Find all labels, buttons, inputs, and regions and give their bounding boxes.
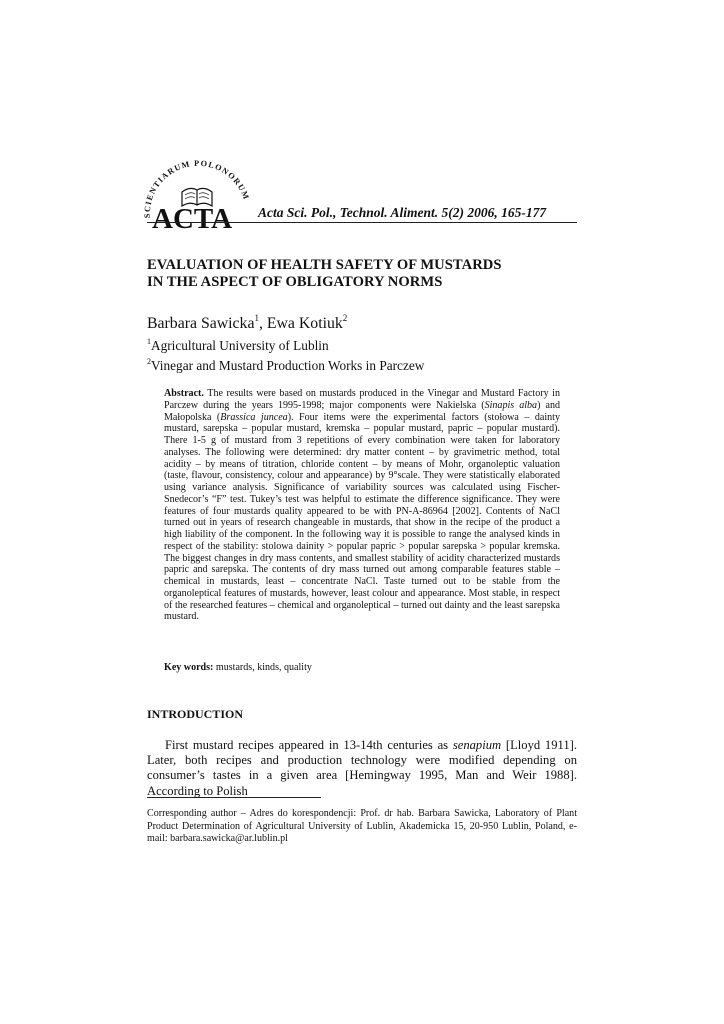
- body-text: [Lloyd 1911]. Later, both recipes and production technology were modified depending on consumer’s tastes in a given area [Hemingway 1995, Man and Weir 1988]. According to Polish: [147, 738, 577, 798]
- acta-logo: [138, 152, 256, 232]
- affiliation: [147, 354, 424, 374]
- title-line: EVALUATION OF HEALTH SAFETY OF MUSTARDS: [147, 257, 502, 273]
- journal-citation: Acta Sci. Pol., Technol. Aliment. 5(2) 2006, 165-177: [258, 205, 547, 220]
- logo-arc-text: SCIENTIARUM POLONORUM: [142, 158, 252, 219]
- author-affil-mark: 1: [254, 313, 259, 323]
- abstract: [164, 388, 560, 623]
- affiliation-text: Vinegar and Mustard Production Works in Parczew: [151, 358, 425, 373]
- keywords-text: mustards, kinds, quality: [213, 662, 312, 673]
- abstract-label: Abstract.: [164, 388, 204, 399]
- footnote: Corresponding author – Adres do korespondencji: Prof. dr hab. Barbara Sawicka, Laboratory of Plant Product Determination of Agricultural University of Lublin, Akademicka 15, 20-950 Lublin, Poland, e-mail: barbara.sawicka@ar.lublin.pl: [147, 808, 577, 845]
- affiliation-text: Agricultural University of Lublin: [151, 338, 329, 353]
- abstract-text: ). Four items were the experimental factors (stołowa – dainty mustard, sarepska – popular mustard, kremska – popular mustard, papric – popular mustard). There 1-5 g of mustard from 3 repetitions of every combination were taken for laboratory analyses. The following were determined: dry matter content – by gravimetric method, total acidity – by means of titration, chloride content – by means of Mohr, organoleptic valuation (taste, flavour, consistency, colour and appearance) by 9°scale. They were statistically elaborated using variance analysis. Significance of variability sources was calculated using Fischer-Snedecor’s “F” test. Tukey’s test was helpful to estimate the difference significance. They were features of four mustards quality appeared to be with PN-A-86964 [2002]. Contents of NaCl turned out in years of research changeable in mustards, that show in the recipe of the product a high liability of the component. In the following way it is possible to range the analysed kinds in respect of the stability: stolowa dainity > popular papric > popular sarepska > popular kremska. The biggest changes in dry mass contents, and smallest stability of acidity characterized mustards papric and sarepska. The contents of dry mass turned out among comparable features stable – chemical in mustards, least – concentrate NaCl. Taste turned out to be stable from the organoleptical features of mustards, however, least colour and appearance. Most stable, in respect of the researched features – chemical and organoleptical – turned out dainty and the least sarepska mustard.: [164, 411, 560, 623]
- author-list: Barbara Sawicka$^1$, Ewa Kotiuk$^2$: [147, 313, 348, 332]
- header-divider: [147, 222, 577, 223]
- paper-title: [147, 257, 587, 291]
- abstract-species: Sinapis alba: [484, 399, 538, 411]
- introduction-paragraph: [147, 738, 577, 799]
- logo-word: ACTA: [152, 203, 233, 232]
- author-name: Barbara Sawicka: [147, 315, 255, 332]
- affiliation-list: [147, 334, 424, 374]
- section-heading: INTRODUCTION: [147, 707, 244, 721]
- footnote-divider: [147, 797, 321, 798]
- title-line: IN THE ASPECT OF OBLIGATORY NORMS: [147, 274, 443, 290]
- body-text: First mustard recipes appeared in 13-14th centuries as: [165, 738, 453, 752]
- abstract-text: The results were based on mustards produced in the Vinegar and Mustard Factory in Parczew during the years 1995-1998; major components were Nakielska (: [164, 388, 560, 411]
- keywords-label: Key words:: [164, 662, 214, 673]
- abstract-species: Brassica juncea: [220, 411, 288, 423]
- author-affil-mark: 2: [342, 313, 348, 323]
- abstract-text: ) and Małopolska (: [164, 399, 561, 423]
- keywords: [164, 662, 312, 673]
- affiliation-mark: 1: [147, 337, 151, 346]
- affiliation: [147, 334, 424, 354]
- affiliation-mark: 2: [147, 357, 151, 366]
- body-italic: senapium: [452, 738, 502, 752]
- author-name: Ewa Kotiuk: [266, 315, 343, 332]
